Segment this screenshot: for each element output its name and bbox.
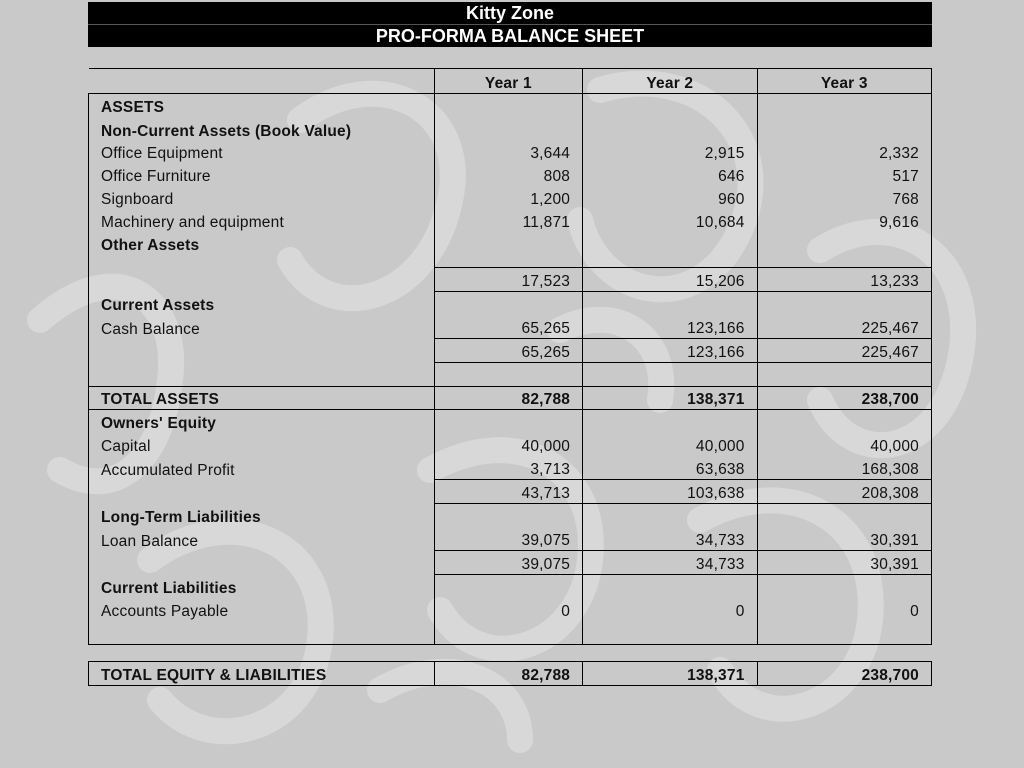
table-row — [89, 163, 932, 186]
table-row — [89, 575, 932, 599]
table-row — [89, 363, 932, 387]
subsection-heading: Non-Current Assets (Book Value) — [89, 117, 435, 140]
table-row — [89, 456, 932, 480]
cell-value: 17,523 — [434, 268, 583, 292]
cell-value: 123,166 — [583, 315, 757, 339]
cell-value: 9,616 — [757, 209, 931, 232]
cell-value: 34,733 — [583, 551, 757, 575]
table-row — [89, 433, 932, 456]
table-row — [89, 315, 932, 339]
cell-value: 15,206 — [583, 268, 757, 292]
cell-value: 960 — [583, 186, 757, 209]
sheet-header — [88, 2, 932, 47]
table-row — [89, 140, 932, 163]
cell-value: 2,915 — [583, 140, 757, 163]
subsection-heading: Current Liabilities — [89, 575, 435, 599]
row-label: Accumulated Profit — [89, 456, 435, 480]
table-row — [89, 117, 932, 140]
cell-value: 1,200 — [434, 186, 583, 209]
sheet-title: PRO-FORMA BALANCE SHEET — [375, 26, 645, 46]
subsection-heading: Long-Term Liabilities — [89, 504, 435, 528]
cell-value: 65,265 — [434, 339, 583, 363]
row-label: Office Furniture — [89, 163, 435, 186]
cell-value: 238,700 — [757, 662, 931, 686]
cell-value: 0 — [583, 598, 757, 621]
subtotal-row — [89, 339, 932, 363]
cell-value: 123,166 — [583, 339, 757, 363]
cell-value: 40,000 — [434, 433, 583, 456]
subsection-heading: Owners' Equity — [89, 410, 435, 434]
table-row — [89, 292, 932, 316]
cell-value: 39,075 — [434, 551, 583, 575]
table-row — [89, 255, 932, 268]
table-row — [89, 598, 932, 621]
cell-value: 43,713 — [434, 480, 583, 504]
row-label: Loan Balance — [89, 527, 435, 551]
cell-value: 0 — [434, 598, 583, 621]
cell-value: 517 — [757, 163, 931, 186]
cell-value: 30,391 — [757, 551, 931, 575]
subsection-heading: Other Assets — [89, 232, 435, 255]
cell-value: 2,332 — [757, 140, 931, 163]
cell-value: 103,638 — [583, 480, 757, 504]
cell-value: 65,265 — [434, 315, 583, 339]
cell-value: 82,788 — [434, 662, 583, 686]
row-label: Cash Balance — [89, 315, 435, 339]
row-label: TOTAL ASSETS — [89, 387, 435, 410]
table-row — [89, 621, 932, 645]
section-heading: ASSETS — [89, 94, 435, 118]
column-header-year1: Year 1 — [434, 69, 583, 94]
cell-value: 238,700 — [757, 387, 931, 410]
row-label: Accounts Payable — [89, 598, 435, 621]
subtotal-row — [89, 268, 932, 292]
cell-value: 3,713 — [434, 456, 583, 480]
subtotal-row — [89, 551, 932, 575]
row-label: Capital — [89, 433, 435, 456]
company-name: Kitty Zone — [88, 2, 932, 25]
cell-value: 225,467 — [757, 315, 931, 339]
cell-value: 40,000 — [757, 433, 931, 456]
cell-value: 34,733 — [583, 527, 757, 551]
table-header-row — [89, 69, 932, 94]
cell-value: 11,871 — [434, 209, 583, 232]
total-assets-row — [89, 387, 932, 410]
cell-value: 0 — [757, 598, 931, 621]
cell-value: 808 — [434, 163, 583, 186]
table-row — [89, 527, 932, 551]
row-label: Office Equipment — [89, 140, 435, 163]
row-label: Signboard — [89, 186, 435, 209]
total-equity-liabilities-row — [89, 662, 932, 686]
cell-value: 3,644 — [434, 140, 583, 163]
cell-value: 168,308 — [757, 456, 931, 480]
cell-value: 10,684 — [583, 209, 757, 232]
table-row — [89, 504, 932, 528]
table-row — [89, 94, 932, 118]
cell-value: 646 — [583, 163, 757, 186]
cell-value: 40,000 — [583, 433, 757, 456]
cell-value: 82,788 — [434, 387, 583, 410]
cell-value: 39,075 — [434, 527, 583, 551]
table-row — [89, 645, 932, 662]
table-row — [89, 186, 932, 209]
cell-value: 208,308 — [757, 480, 931, 504]
cell-value: 138,371 — [583, 662, 757, 686]
cell-value: 30,391 — [757, 527, 931, 551]
column-header-year2: Year 2 — [583, 69, 757, 94]
subsection-heading: Current Assets — [89, 292, 435, 316]
column-header-year3: Year 3 — [757, 69, 931, 94]
row-label: Machinery and equipment — [89, 209, 435, 232]
subtotal-row — [89, 480, 932, 504]
table-row — [89, 209, 932, 232]
cell-value: 63,638 — [583, 456, 757, 480]
cell-value: 138,371 — [583, 387, 757, 410]
cell-value: 13,233 — [757, 268, 931, 292]
balance-sheet-table — [88, 68, 932, 686]
row-label: TOTAL EQUITY & LIABILITIES — [89, 662, 435, 686]
table-row — [89, 232, 932, 255]
cell-value: 768 — [757, 186, 931, 209]
table-row — [89, 410, 932, 434]
cell-value: 225,467 — [757, 339, 931, 363]
